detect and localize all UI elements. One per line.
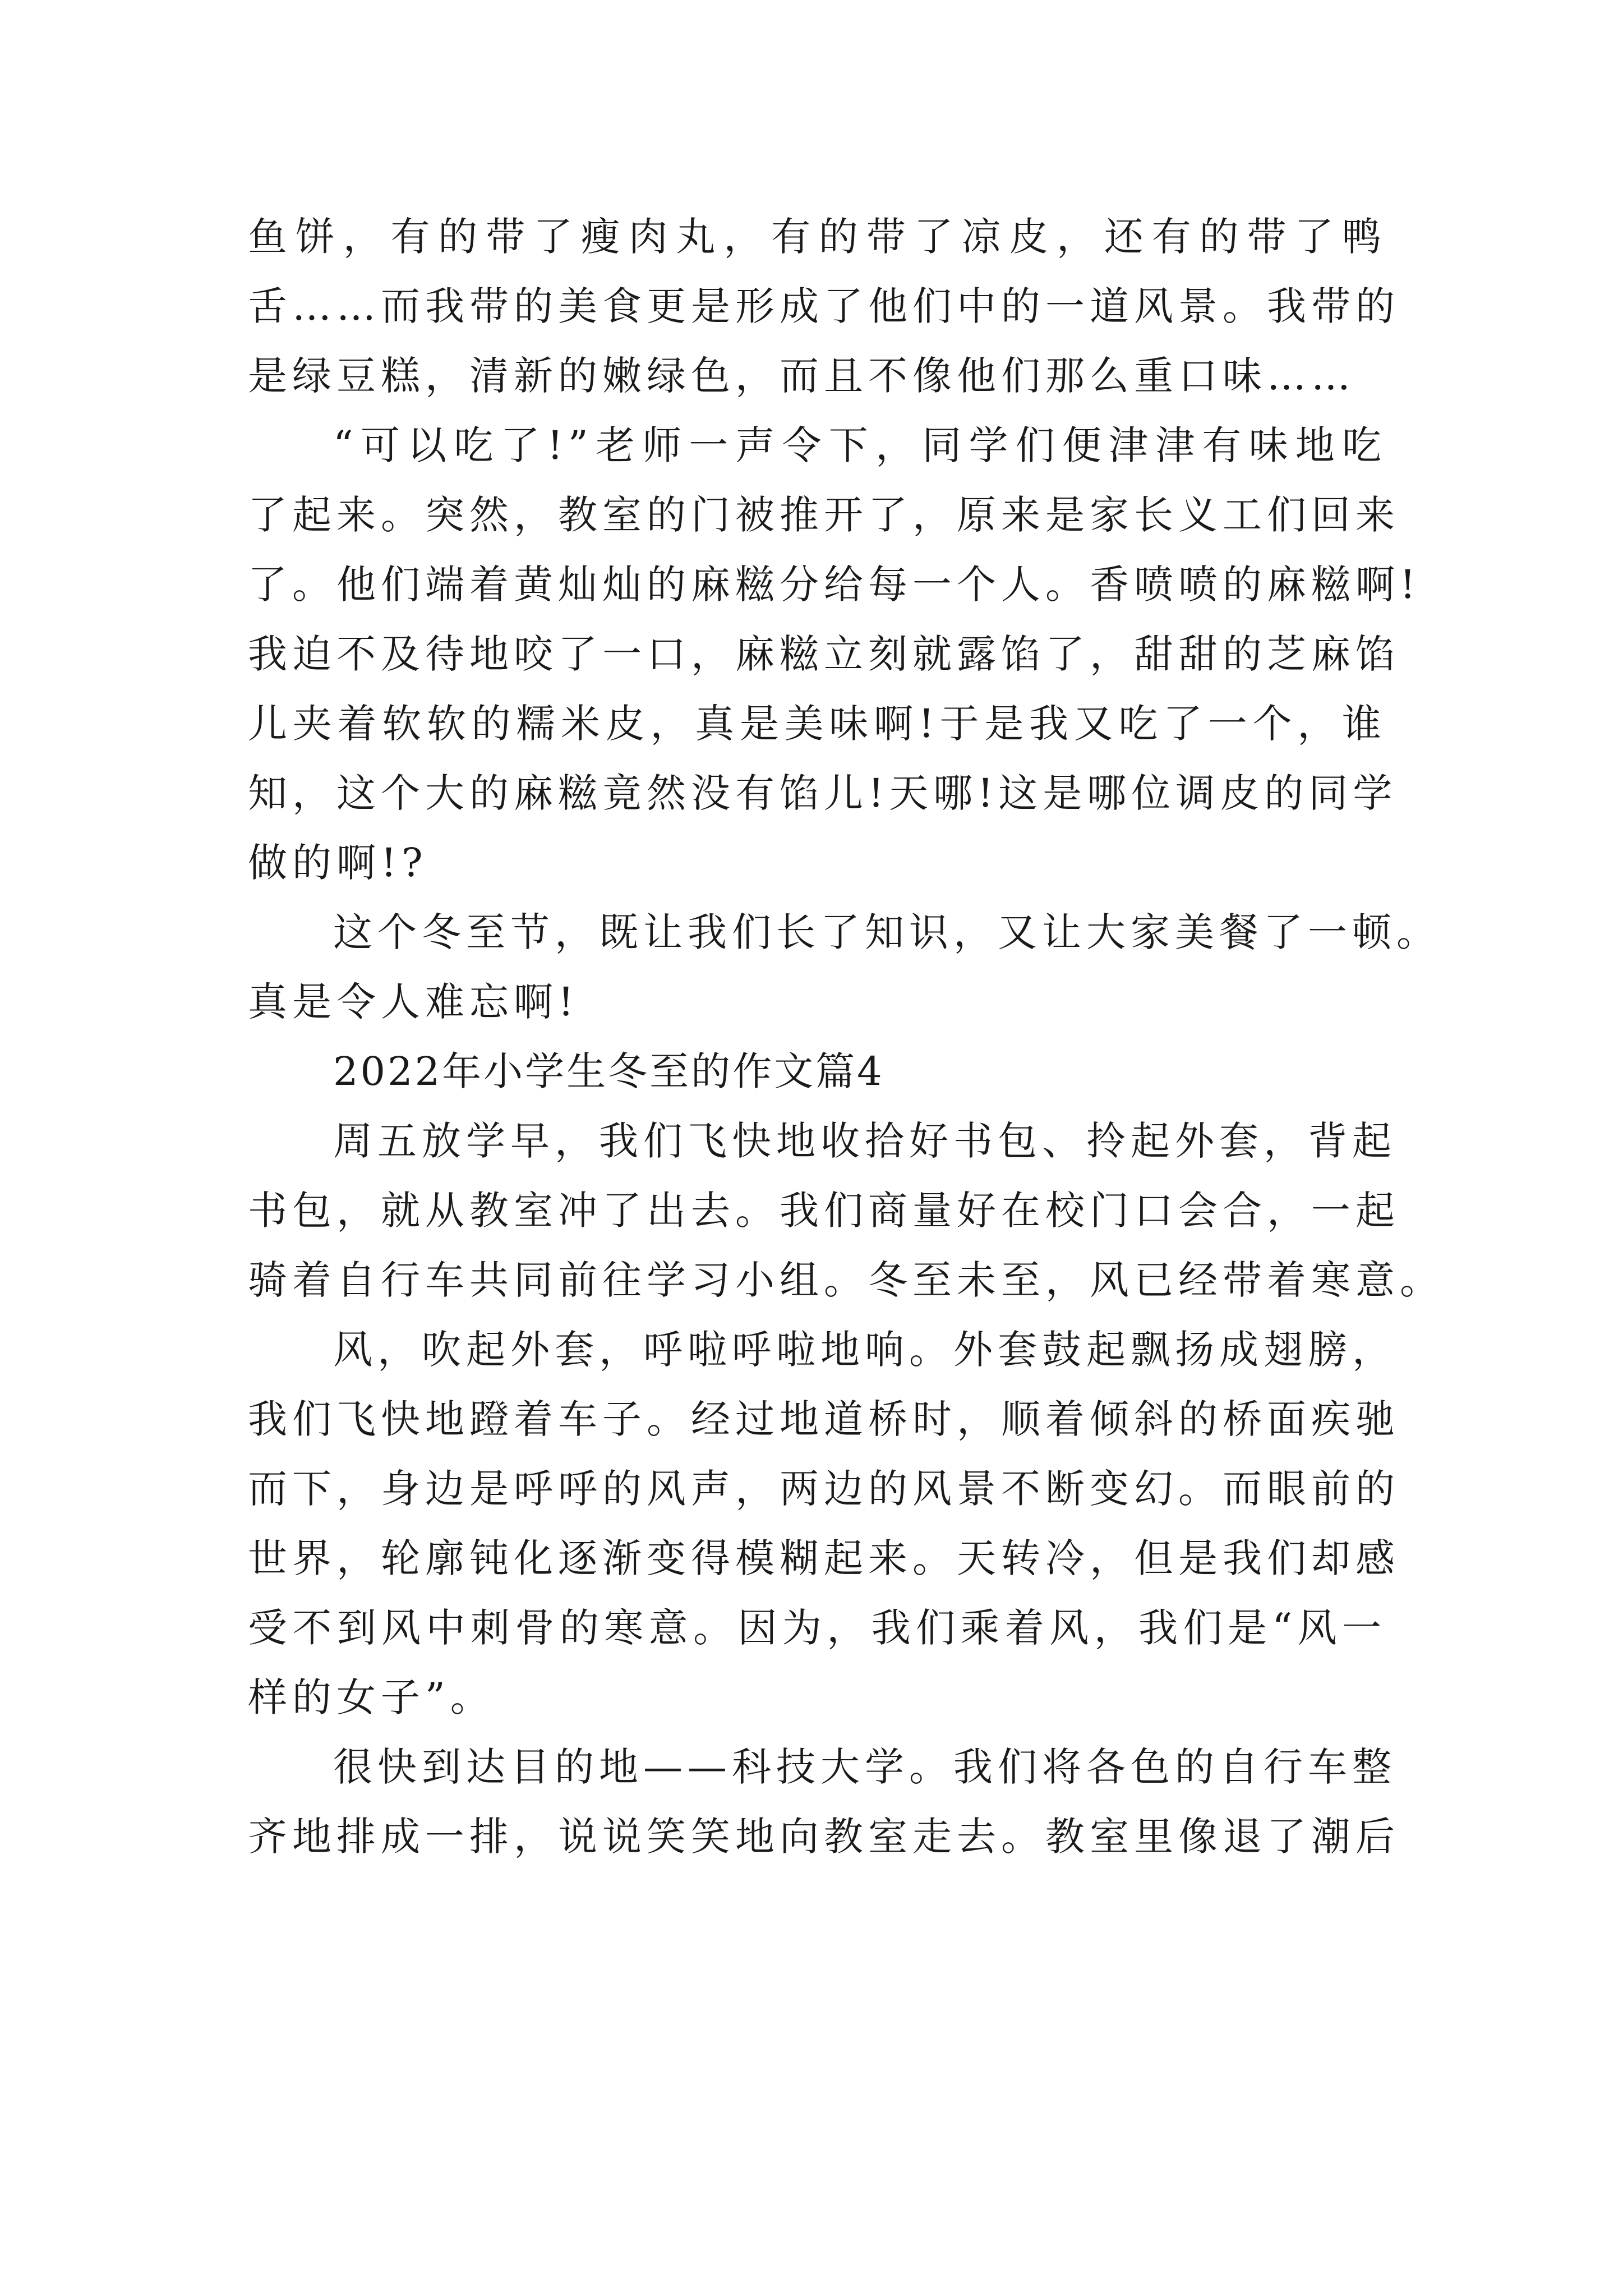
- text-line: 舌……而我带的美食更是形成了他们中的一道风景。我带的: [248, 283, 1400, 329]
- paragraph-4: [248, 1106, 1444, 1315]
- paragraph-2: [248, 411, 1421, 898]
- paragraph-5: [248, 1315, 1400, 1732]
- paragraph-6: [248, 1732, 1400, 1871]
- text-line: 这个冬至节，既让我们长了知识，又让大家美餐了一顿。: [333, 909, 1441, 955]
- essay-body: [248, 202, 1444, 1871]
- text-line: 做的啊!?: [248, 840, 428, 886]
- text-line: 骑着自行车共同前往学习小组。冬至未至，风已经带着寒意。: [248, 1257, 1444, 1303]
- text-line: 了起来。突然，教室的门被推开了，原来是家长义工们回来: [248, 492, 1400, 538]
- text-line: 我迫不及待地咬了一口，麻糍立刻就露馅了，甜甜的芝麻馅: [248, 631, 1400, 677]
- text-line: 儿夹着软软的糯米皮，真是美味啊!于是我又吃了一个，谁: [248, 701, 1386, 747]
- text-line: 书包，就从教室冲了出去。我们商量好在校门口会合，一起: [248, 1188, 1400, 1234]
- text-line: 周五放学早，我们飞快地收拾好书包、拎起外套，背起: [333, 1118, 1396, 1164]
- text-line: 世界，轮廓钝化逐渐变得模糊起来。天转冷，但是我们却感: [248, 1535, 1400, 1581]
- text-line: 而下，身边是呼呼的风声，两边的风景不断变幻。而眼前的: [248, 1466, 1400, 1512]
- text-line: 受不到风中刺骨的寒意。因为，我们乘着风，我们是“风一: [248, 1605, 1386, 1651]
- text-line: 齐地排成一排，说说笑笑地向教室走去。教室里像退了潮后: [248, 1814, 1400, 1860]
- text-line: 我们飞快地蹬着车子。经过地道桥时，顺着倾斜的桥面疾驰: [248, 1396, 1400, 1442]
- text-line: 真是令人难忘啊!: [248, 979, 579, 1025]
- section-heading: [248, 1037, 1386, 1106]
- text-line: “可以吃了!”老师一声令下，同学们便津津有味地吃: [333, 422, 1386, 468]
- heading-text: 2022年小学生冬至的作文篇4: [333, 1048, 884, 1094]
- text-line: 风，吹起外套，呼啦呼啦地响。外套鼓起飘扬成翅膀，: [333, 1327, 1396, 1373]
- text-line: 知，这个大的麻糍竟然没有馅儿!天哪!这是哪位调皮的同学: [248, 770, 1398, 816]
- paragraph-3: [248, 898, 1441, 1037]
- text-line: 鱼饼，有的带了瘦肉丸，有的带了凉皮，还有的带了鸭: [248, 214, 1386, 260]
- text-line: 了。他们端着黄灿灿的麻糍分给每一个人。香喷喷的麻糍啊!: [248, 562, 1421, 608]
- text-line: 样的女子”。: [248, 1674, 495, 1720]
- paragraph-1: [248, 202, 1400, 411]
- text-line: 很快到达目的地——科技大学。我们将各色的自行车整: [333, 1744, 1396, 1790]
- text-line: 是绿豆糕，清新的嫩绿色，而且不像他们那么重口味……: [248, 353, 1355, 399]
